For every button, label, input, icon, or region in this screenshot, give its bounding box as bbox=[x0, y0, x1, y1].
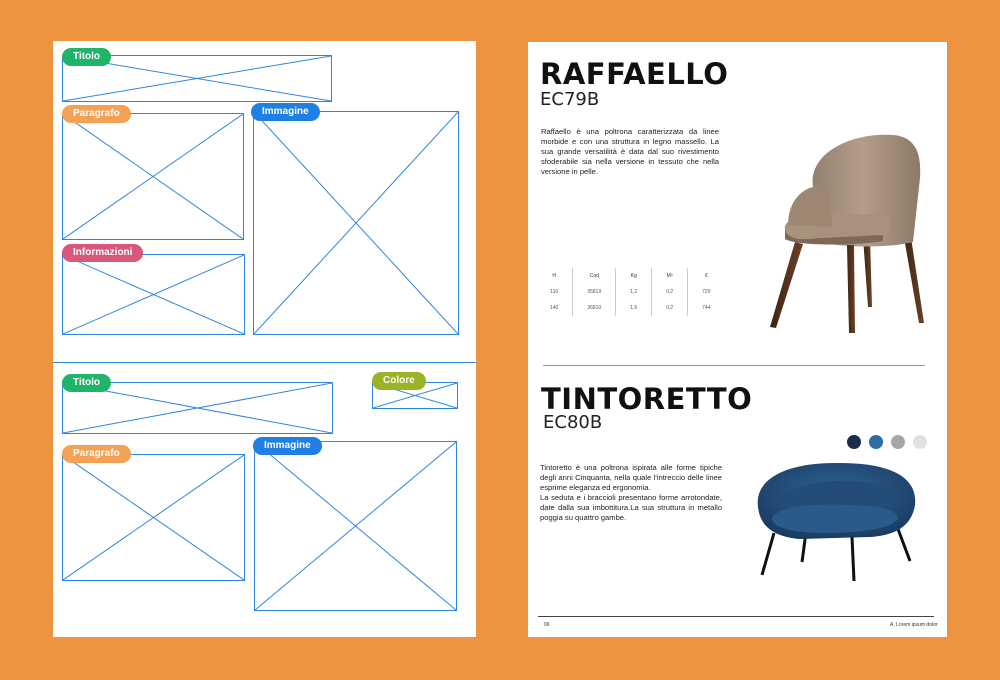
label-titolo-top: Titolo bbox=[62, 48, 111, 66]
label-colore: Colore bbox=[372, 372, 426, 390]
wireframe-page bbox=[53, 41, 476, 637]
product-title-raffaello: RAFFAELLO bbox=[540, 57, 729, 91]
label-titolo-bottom: Titolo bbox=[62, 374, 111, 392]
wire-paragraph-box bbox=[62, 113, 244, 240]
beige-armchair-image bbox=[743, 127, 933, 337]
page-number: 06 bbox=[544, 622, 550, 628]
table-cell: 35819 bbox=[573, 284, 616, 300]
product-description-raffaello bbox=[541, 127, 719, 177]
table-cell: 36810 bbox=[573, 300, 616, 316]
wire-page-divider bbox=[53, 362, 476, 363]
product-code-ec80b: EC80B bbox=[543, 412, 603, 433]
label-immagine-bottom: Immagine bbox=[253, 437, 322, 455]
table-cell: 1,6 bbox=[616, 300, 652, 316]
color-swatch-gray[interactable] bbox=[891, 435, 905, 449]
description-text: Raffaello è una poltrona caratterizzata da linee morbide e con una struttura in legno massello. La sua grande versatilità è data dal suo rivestimento sfoderabile sia nella versione in tessuto che nella versione in pelle. bbox=[541, 127, 719, 176]
color-swatch-light-gray[interactable] bbox=[913, 435, 927, 449]
label-paragrafo-top: Paragrafo bbox=[62, 105, 131, 123]
product-code-ec79b: EC79B bbox=[540, 89, 600, 110]
spec-header-h: H bbox=[552, 273, 556, 279]
spec-table bbox=[536, 268, 725, 316]
label-paragrafo-bottom: Paragrafo bbox=[62, 445, 131, 463]
label-informazioni: Informazioni bbox=[62, 244, 143, 262]
spec-header-kg: Kg bbox=[616, 268, 652, 284]
spec-header-m3: M³ bbox=[652, 268, 688, 284]
footer-brand: A. Lorem ipsum dolor bbox=[890, 622, 938, 628]
table-cell: 110 bbox=[550, 289, 559, 295]
label-immagine-top: Immagine bbox=[251, 103, 320, 121]
wire-image-box-2 bbox=[254, 441, 457, 611]
product-description-tintoretto bbox=[540, 463, 722, 523]
table-row bbox=[536, 300, 725, 316]
color-swatch-blue[interactable] bbox=[869, 435, 883, 449]
footer-divider bbox=[538, 616, 934, 617]
table-cell: 140 bbox=[550, 305, 559, 311]
wire-paragraph-box-2 bbox=[62, 454, 245, 581]
spec-table-header bbox=[536, 268, 725, 284]
product-title-tintoretto: TINTORETTO bbox=[541, 382, 753, 416]
description-paragraph-2: La seduta e i braccioli presentano forme arrotondate, date dalla sua imbottitura.La sua struttura in metallo poggia su quattro gambe. bbox=[540, 493, 722, 522]
table-cell: 729 bbox=[688, 284, 725, 300]
table-row bbox=[536, 284, 725, 300]
blue-armchair-image bbox=[750, 457, 922, 582]
color-swatch-navy[interactable] bbox=[847, 435, 861, 449]
spec-header-price: € bbox=[688, 268, 725, 284]
table-cell: 0,2 bbox=[652, 284, 688, 300]
wire-image-box bbox=[253, 111, 459, 335]
description-paragraph-1: Tintoretto è una poltrona ispirata alle forme tipiche degli anni Cinquanta, nella quale l'intreccio delle linee esprime eleganza ed ergonomia. bbox=[540, 463, 722, 492]
table-cell: 744 bbox=[688, 300, 725, 316]
table-cell: 1,2 bbox=[616, 284, 652, 300]
catalog-page bbox=[528, 42, 947, 637]
section-divider bbox=[543, 365, 925, 366]
wire-info-box bbox=[62, 254, 245, 335]
spec-header-cod: Cod bbox=[573, 268, 616, 284]
table-cell: 0,2 bbox=[652, 300, 688, 316]
